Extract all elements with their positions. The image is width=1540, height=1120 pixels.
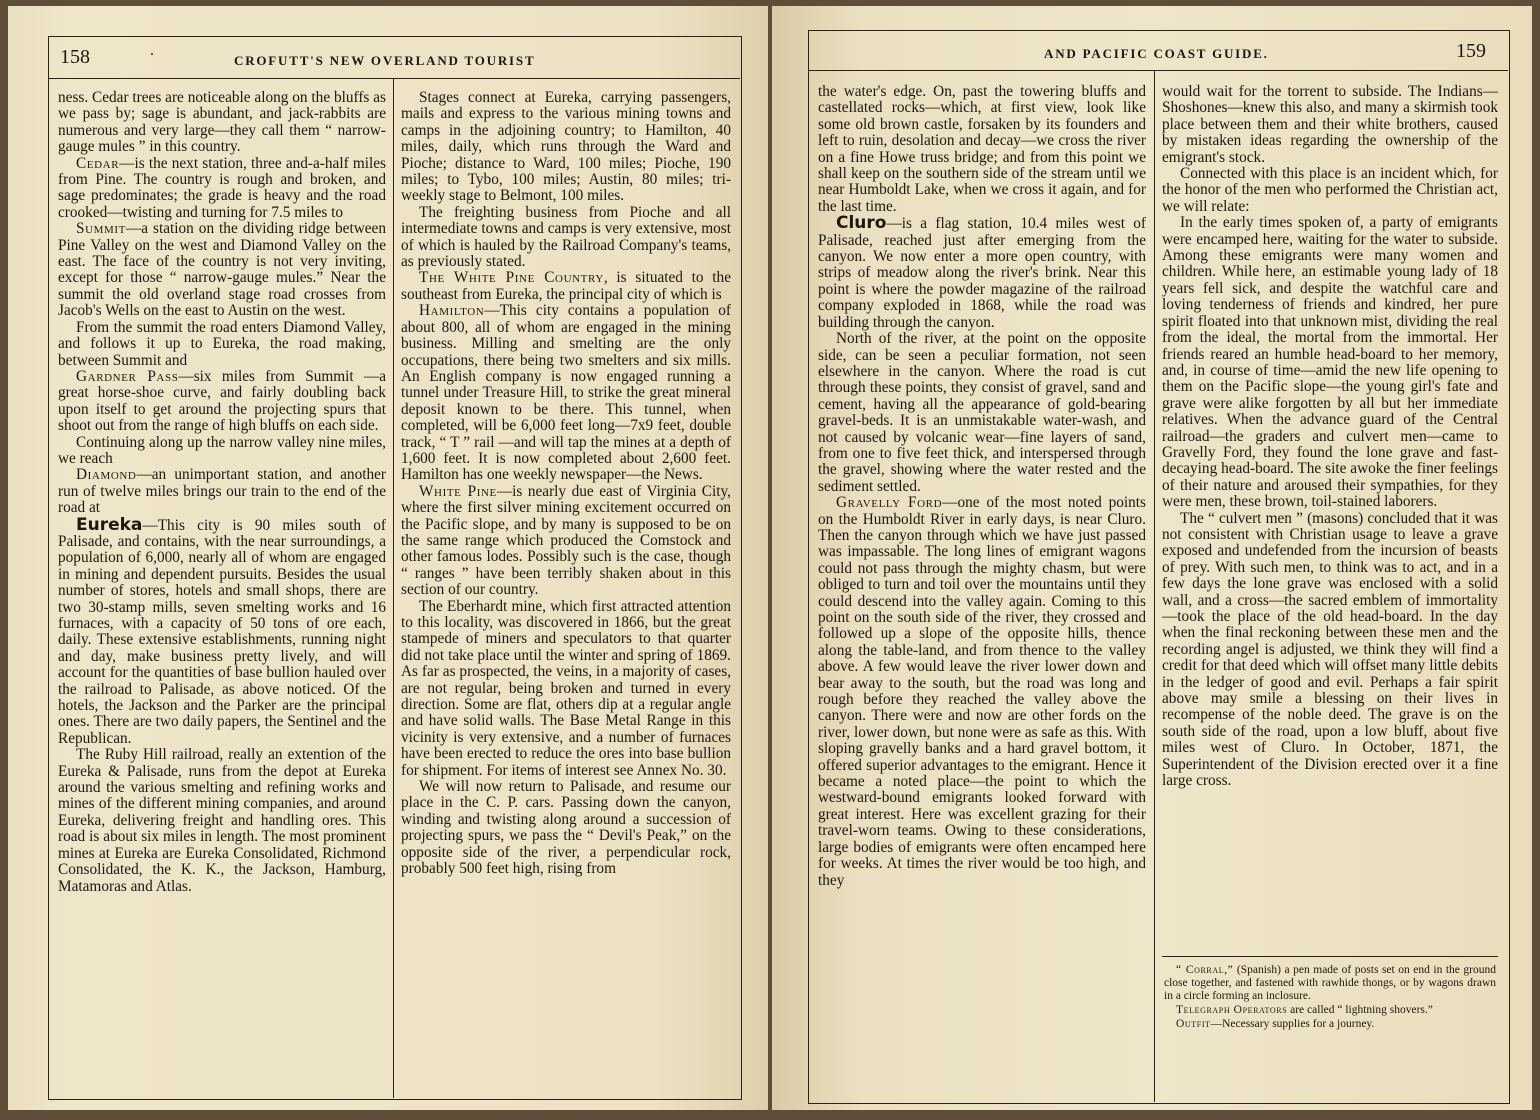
entry-paragraph	[818, 495, 1146, 889]
paragraph-continued	[58, 90, 386, 156]
left-page-number: 158	[60, 46, 90, 68]
paragraph	[58, 320, 386, 369]
right-page-number: 159	[1456, 40, 1486, 62]
footnote	[1164, 1018, 1496, 1031]
paragraph-text: The Eberhardt mine, which first attracted attention to this locality, was discovered in 1866, but the great stampede of miners and speculators to that quarter did not take place until the winter and spring of 1869. As far as prospected, the veins, in a majority of cases, are not regular, being broken and turned in every direction. Some are flat, others dip at a regular angle and have solid walls. The Base Metal Range in this vicinity is very extensive, and a number of furnaces have been erected to reduce the ores into base bullion for shipment. For items of interest see Annex No. 30.	[401, 597, 731, 779]
entry-heading: Gravelly Ford	[836, 494, 943, 512]
paragraph-text: —one of the most noted points on the Humboldt River in early days, is near Cluro. Then the canyon through which we have just passed was impassable. The long lines of emigrant wagons could not pass through the mighty chasm, but were obliged to turn and toil over the mountains until they could descend into the valley again. Coming to this point on the south side of the river, they crossed and followed up a slope of the opposite hills, thence along the table-land, and from thence to the valley above. A few would leave the river lower down and bear away to the south, but the road was long and rough before they reached the valley above the canyon. There were and now are other fords on the river, lower down, but none were as safe as this. With sloping gravelly banks and a hard gravel bottom, it offered superior advantages to the emigrant. Hence it became a noted place—the point to which the westward-bound emigrants looked forward with great interest. Here was excellent grazing for their travel-worn teams. Owing to these considerations, large bodies of emigrants were often encamped here for weeks. At times the river would be too high, and they	[818, 494, 1146, 889]
footnote-term: “ Corral,”	[1176, 964, 1234, 976]
left-column-2	[401, 90, 731, 878]
paragraph-text: —This city contains a population of about 800, all of whom are engaged in the mining business. Milling and smelting are the only occupations, there being two smelters and six mills. An English company is now engaged running a tunnel under Treasure Hill, to strike the great mineral deposit known to be there. This tunnel, when completed, will be 6,000 feet long—7x9 feet, double track, “ T ” rail —and will tap the mines at a depth of 1,600 feet. It is now completed about 2,600 feet. Hamilton has one weekly newspaper—the News.	[401, 302, 731, 484]
paragraph	[1162, 215, 1498, 510]
footnote-rule	[1162, 956, 1498, 957]
paragraph-text: —This city is 90 miles south of Palisade, and contains, with the near surroundings, a population of 6,000, nearly all of whom are engaged in mining and dependent pursuits. Besides the usual number of stores, hotels and small shops, there are two 30-stamp mills, seven smelting works and 16 furnaces, with a capacity of 50 tons of ore each, daily. These extensive establishments, running night and day, make business pretty lively, and will account for the quantities of base bullion hauled over the railroad to Palisade, as above noticed. Of the hotels, the Jackson and the Parker are the principal ones. There are two daily papers, the Sentinel and the Republican.	[58, 516, 386, 747]
footnote-text: (Spanish) a pen made of posts set on end in the ground close together, and fastened with rawhide thongs, or by wagons drawn in a circle forming an inclosure.	[1164, 964, 1496, 1002]
entry-heading: Hamilton	[419, 302, 485, 320]
entry-heading: Diamond	[76, 466, 137, 484]
footnote-term: Outfit	[1176, 1018, 1211, 1030]
footnote	[1164, 1004, 1496, 1017]
entry-heading: Cedar	[76, 154, 120, 172]
right-column-1	[818, 84, 1146, 889]
paragraph-text: would wait for the torrent to subside. The Indians—Shoshones—knew this also, and many a skirmish took place between them and their white brothers, caused by mistaken ideas regarding the ownership of the emigrant's stock.	[1162, 83, 1498, 166]
entry-heading: Cluro	[836, 213, 887, 234]
left-header-rule	[48, 78, 740, 79]
paragraph	[401, 205, 731, 271]
right-page	[772, 6, 1532, 1110]
paragraph-text: —a station on the dividing ridge between Pine Valley on the west and Diamond Valley on the east. The face of the country is not very inviting, except for those “ narrow-gauge mules.” Near the summit the old overland stage road crosses from Jacob's Wells on the east to Austin on the west.	[58, 220, 386, 320]
paragraph	[818, 331, 1146, 495]
paragraph	[1162, 166, 1498, 215]
paragraph-text: , is situated to the southeast from Eureka, the principal city of which is	[401, 269, 731, 303]
paragraph	[1162, 511, 1498, 790]
footnote-text: are called “ lightning shovers.”	[1287, 1004, 1433, 1016]
paragraph	[401, 599, 731, 779]
entry-paragraph	[401, 484, 731, 599]
footnote-text: —Necessary supplies for a journey.	[1210, 1018, 1375, 1030]
paragraph-text: —is the next station, three and-a-half miles from Pine. The country is rough and broken, and sage predominates; the grade is heavy and the road crooked—twisting and turning for 7.5 miles to	[58, 154, 386, 221]
left-page-separator: .	[150, 42, 154, 59]
footnote	[1164, 964, 1496, 1003]
paragraph-text: We will now return to Palisade, and resume our place in the C. P. cars. Passing down the canyon, winding and twisting along around a succession of projecting spurs, we pass the “ Devil's Peak,” on the opposite side of the river, a perpendicular rock, probably 500 feet high, rising from	[401, 778, 731, 878]
paragraph-text: —is nearly due east of Virginia City, where the first silver mining excitement occurred on the Pacific slope, and by many is supposed to be on the same range which produced the Comstock and other famous lodes. Possibly such is the case, though “ ranges ” have been terribly shaken about in this section of our country.	[401, 482, 731, 599]
entry-heading: Gardner Pass	[76, 367, 179, 385]
paragraph-text: In the early times spoken of, a party of emigrants were encamped here, waiting for the water to subside. Among these emigrants were many women and children. While here, an estimable young lady of 18 years fell sick, and despite the watchful care and loving tenderness of friends and kindred, her pure spirit floated into that unknown mist, dividing the real from the ideal, the mortal from the immortal. Her friends reared an humble head-board to her memory, and, in course of time—amid the new life opening to them on the Pacific slope—the young girl's fate and grave were alike forgotten by all but her immediate relatives. When the advance guard of the Central railroad—the graders and culvert men—came to Gravelly Ford, they found the lone grave and fast-decaying head-board. The site awoke the finer feelings of their nature and aroused their sympathies, for they were men, these brown, toil-stained laborers.	[1162, 214, 1498, 511]
paragraph-text: Continuing along up the narrow valley nine miles, we reach	[58, 433, 386, 467]
paragraph-text: ness. Cedar trees are noticeable along on the bluffs as we pass by; sage is abundant, and jack-rabbits are numerous and very large—they call them “ narrow-gauge mules ” in this country.	[58, 89, 386, 156]
left-column-divider	[393, 78, 394, 1098]
entry-heading: Summit	[76, 220, 126, 238]
right-column-2	[1162, 84, 1498, 789]
paragraph-text: —six miles from Summit —a great horse-shoe curve, and fairly doubling back upon itself to get around the projecting spurs that shoot out from the range of high bluffs on each side.	[58, 367, 386, 435]
paragraph-text: The Ruby Hill railroad, really an extention of the Eureka & Palisade, runs from the depot at Eureka around the various smelting and refining works and mines of the different mining companies, and around Eureka, delivering freight and handling ores. This road is about six miles in length. The most prominent mines at Eureka are Eureka Consolidated, Richmond Consolidated, the K. K., the Jackson, Hamburg, Matamoras and Atlas.	[58, 746, 386, 895]
entry-paragraph	[58, 369, 386, 435]
right-column-divider	[1154, 70, 1155, 1102]
paragraph	[401, 90, 731, 205]
entry-heading: The White Pine Country	[419, 269, 604, 287]
left-page	[8, 6, 768, 1110]
right-header-rule	[808, 70, 1508, 71]
left-column-1	[58, 90, 386, 895]
entry-paragraph	[401, 270, 731, 303]
entry-paragraph	[58, 221, 386, 319]
paragraph-text: Stages connect at Eureka, carrying passengers, mails and express to the various mining towns and camps in the adjoining country; to Hamilton, 40 miles, daily, which runs through the Ward and Pioche; distance to Ward, 100 miles; Pioche, 190 miles; to Tybo, 100 miles; Austin, 80 miles; tri-weekly stage to Belmont, 100 miles.	[401, 89, 731, 205]
paragraph	[401, 779, 731, 877]
paragraph-text: —an unimportant station, and another run of twelve miles brings our train to the end of the road at	[58, 466, 386, 517]
paragraph-text: the water's edge. On, past the towering bluffs and castellated rocks—which, at first view, look like some old brown castle, forsaken by its founders and left to ruin, desolation and decay—we cross the river on a fine Howe truss bridge; and from this point we shall keep on the southern side of the stream until we near Humboldt Lake, when we cross it again, and for the last time.	[818, 83, 1146, 215]
entry-paragraph	[58, 514, 386, 748]
paragraph-text: Connected with this place is an incident which, for the honor of the men who performed the Christian act, we will relate:	[1162, 165, 1498, 215]
entry-paragraph	[401, 303, 731, 483]
paragraph-text: North of the river, at the point on the opposite side, can be seen a peculiar formation, not seen elsewhere in the canyon. Where the road is cut through these points, they consist of gravel, sand and cement, having all the appearance of gold-bearing gravel-beds. It is an unmistakable water-wash, and not caused by volcanic wear—fine layers of sand, from one to five feet thick, and interspersed through the gravel, showing where the water rested and the sediment settled.	[818, 330, 1146, 495]
entry-paragraph	[58, 467, 386, 516]
entry-heading: Eureka	[76, 514, 143, 535]
paragraph-text: —is a flag station, 10.4 miles west of Palisade, reached just after emerging from the canyon. We now enter a more open country, with strips of meadow along the river's brink. Near this point is where the powder magazine of the railroad company exploded in 1868, while the road was building through the canyon.	[818, 215, 1146, 331]
paragraph-continued	[818, 84, 1146, 215]
paragraph-text: From the summit the road enters Diamond Valley, and follows it up to Eureka, the road making, between Summit and	[58, 318, 386, 369]
paragraph-text: The freighting business from Pioche and all intermediate towns and camps is very extensive, most of which is hauled by the Railroad Company's teams, as previously stated.	[401, 203, 731, 271]
footnotes	[1164, 964, 1496, 1032]
entry-paragraph	[818, 215, 1146, 331]
paragraph-text: The “ culvert men ” (masons) concluded that it was not consistent with Christian usage to leave a grave exposed and undefended from the incursion of beasts of prey. With such men, to think was to act, and in a few days the lone grave was enclosed with a solid wall, and a cross—the sacred emblem of immortality—took the place of the old head-board. In the day when the final reckoning between these men and the recording angel is adjusted, we think they will find a credit for that deed which will offset many little debits in the ledger of good and evil. Perhaps a fair spirit above may smile a blessing on their lives in recompense of the noble deed. The grave is on the south side of the road, upon a low bluff, about five miles west of Cluro. In October, 1871, the Superintendent of the Division erected over it a fine large cross.	[1162, 509, 1498, 790]
paragraph	[58, 747, 386, 895]
right-running-head: AND PACIFIC COAST GUIDE.	[1044, 46, 1269, 61]
entry-paragraph	[58, 156, 386, 222]
entry-heading: White Pine	[419, 482, 497, 500]
left-running-head: CROFUTT'S NEW OVERLAND TOURIST	[234, 53, 536, 68]
footnote-term: Telegraph Operators	[1176, 1004, 1288, 1016]
paragraph	[58, 435, 386, 468]
paragraph-continued	[1162, 84, 1498, 166]
